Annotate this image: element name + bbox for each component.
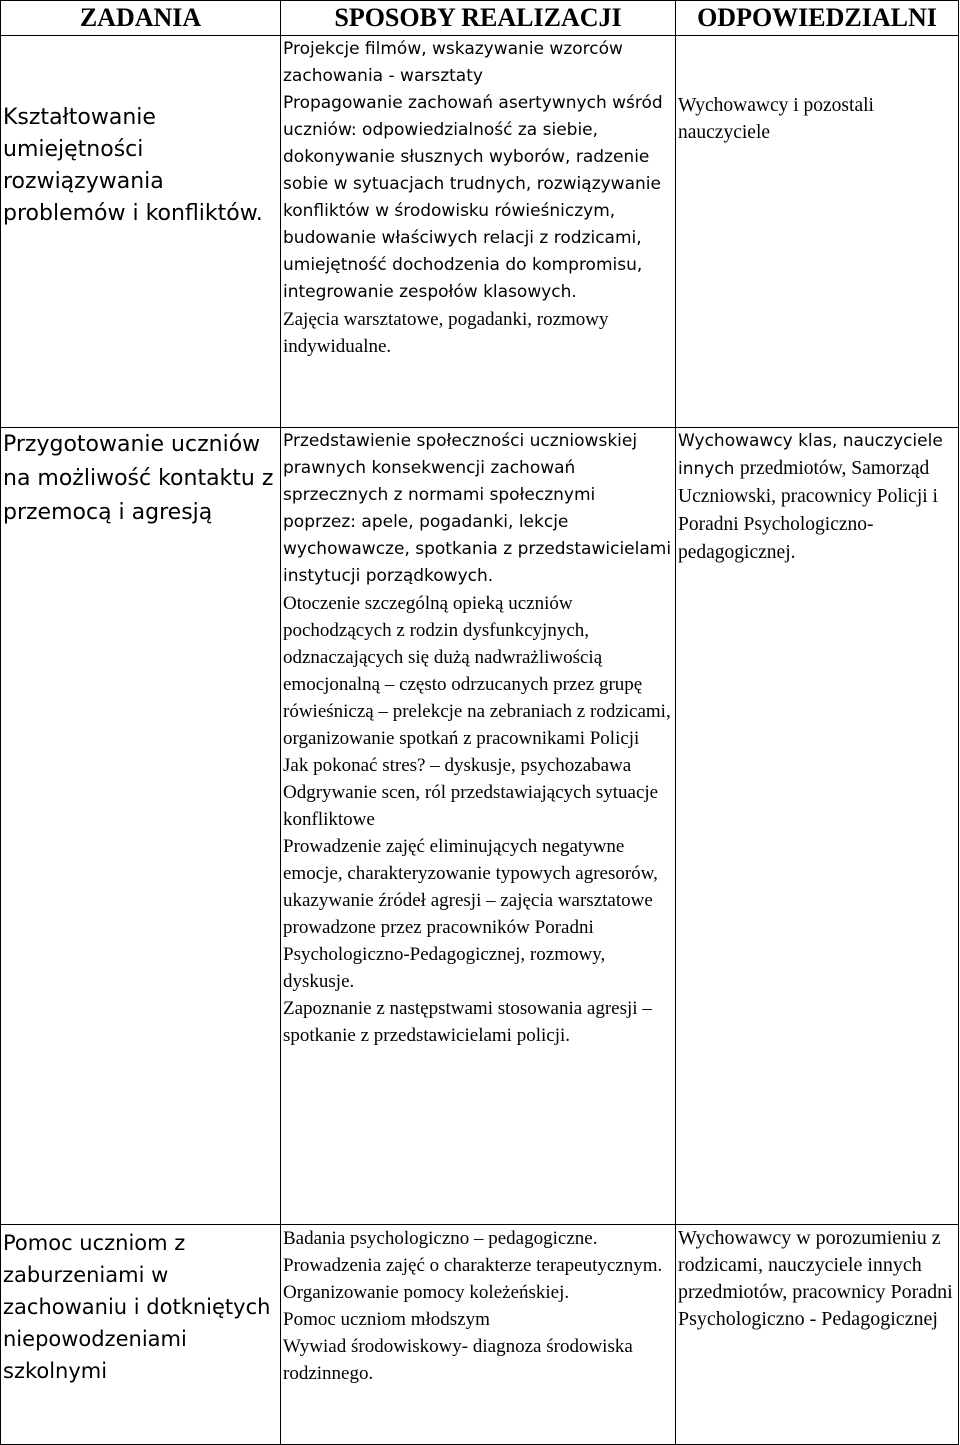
method-item: Jak pokonać stres? – dyskusje, psychozabawa — [283, 755, 632, 776]
header-responsible: ODPOWIEDZIALNI — [676, 1, 959, 36]
task-cell — [1, 1225, 281, 1445]
header-methods: SPOSOBY REALIZACJI — [281, 1, 676, 36]
method-item: Badania psychologiczno – pedagogiczne. — [283, 1228, 598, 1249]
table-row — [1, 36, 959, 428]
method-item: Pomoc uczniom młodszym — [283, 1309, 490, 1330]
responsible-text-part2: przedmiotów, Samorząd Uczniowski, pracownicy Policji i Poradni Psychologiczno-pedagogicznej. — [678, 458, 938, 563]
table-header-row — [1, 1, 959, 36]
method-item: Odgrywanie scen, ról przedstawiających sytuacje konfliktowe — [283, 782, 659, 830]
method-item: Przedstawienie społeczności uczniowskiej prawnych konsekwencji zachowań sprzecznych z normami społecznymi poprzez: apele, pogadanki, lekcje wychowawcze, spotkania z przedstawicielami instytucji porządkowych. — [283, 431, 672, 586]
method-item: Prowadzenie zajęć eliminujących negatywne emocje, charakteryzowanie typowych agresorów, ukazywanie źródeł agresji – zajęcia warsztatowe prowadzone przez pracowników Poradni Psychologiczno-Pedagogicznej, rozmowy, dyskusje. — [283, 836, 658, 992]
responsible-cell — [676, 1225, 959, 1445]
task-text: Pomoc uczniom z zaburzeniami w zachowaniu i dotkniętych niepowodzeniami szkolnymi — [3, 1231, 271, 1383]
methods-cell — [281, 1225, 676, 1445]
methods-cell — [281, 428, 676, 1225]
responsible-text — [678, 428, 956, 567]
table-row — [1, 428, 959, 1225]
task-cell — [1, 428, 281, 1225]
header-tasks: ZADANIA — [1, 1, 281, 36]
method-item: Zapoznanie z następstwami stosowania agresji – spotkanie z przedstawicielami policji. — [283, 998, 652, 1046]
method-item: Wywiad środowiskowy- diagnoza środowiska rodzinnego. — [283, 1336, 633, 1384]
method-item: Projekcje filmów, wskazywanie wzorców zachowania - warsztaty — [283, 39, 623, 86]
responsible-text: Wychowawcy i pozostali nauczyciele — [678, 95, 874, 143]
method-item: Propagowanie zachowań asertywnych wśród uczniów: odpowiedzialność za siebie, dokonywanie słusznych wyborów, radzenie sobie w sytuacjach trudnych, rozwiązywanie konfliktów w środowisku rówieśniczym, budowanie właściwych relacji z rodzicami, umiejętność dochodzenia do kompromisu, integrowanie zespołów klasowych. — [283, 93, 663, 302]
responsible-cell — [676, 428, 959, 1225]
method-item: Zajęcia warsztatowe, pogadanki, rozmowy indywidualne. — [283, 309, 609, 357]
method-item: Prowadzenia zajęć o charakterze terapeutycznym. — [283, 1255, 663, 1276]
responsible-cell — [676, 36, 959, 428]
method-item: Otoczenie szczególną opieką uczniów pochodzących z rodzin dysfunkcyjnych, odznaczających się dużą nadwrażliwością emocjonalną – często odrzucanych przez grupę rówieśniczą – prelekcje na zebraniach z rodzicami, organizowanie spotkań z pracownikami Policji — [283, 593, 671, 749]
task-text: Przygotowanie uczniów na możliwość kontaktu z przemocą i agresją — [3, 432, 274, 525]
table-row — [1, 1225, 959, 1445]
responsible-text-part1: Wychowawcy klas, nauczyciele innych — [678, 431, 943, 479]
methods-cell — [281, 36, 676, 428]
responsible-text: Wychowawcy w porozumieniu z rodzicami, nauczyciele innych przedmiotów, pracownicy Poradni Psychologiczno - Pedagogicznej — [678, 1227, 953, 1330]
method-item: Organizowanie pomocy koleżeńskiej. — [283, 1282, 570, 1303]
task-cell — [1, 36, 281, 428]
task-text: Kształtowanie umiejętności rozwiązywania problemów i konfliktów. — [3, 105, 263, 226]
